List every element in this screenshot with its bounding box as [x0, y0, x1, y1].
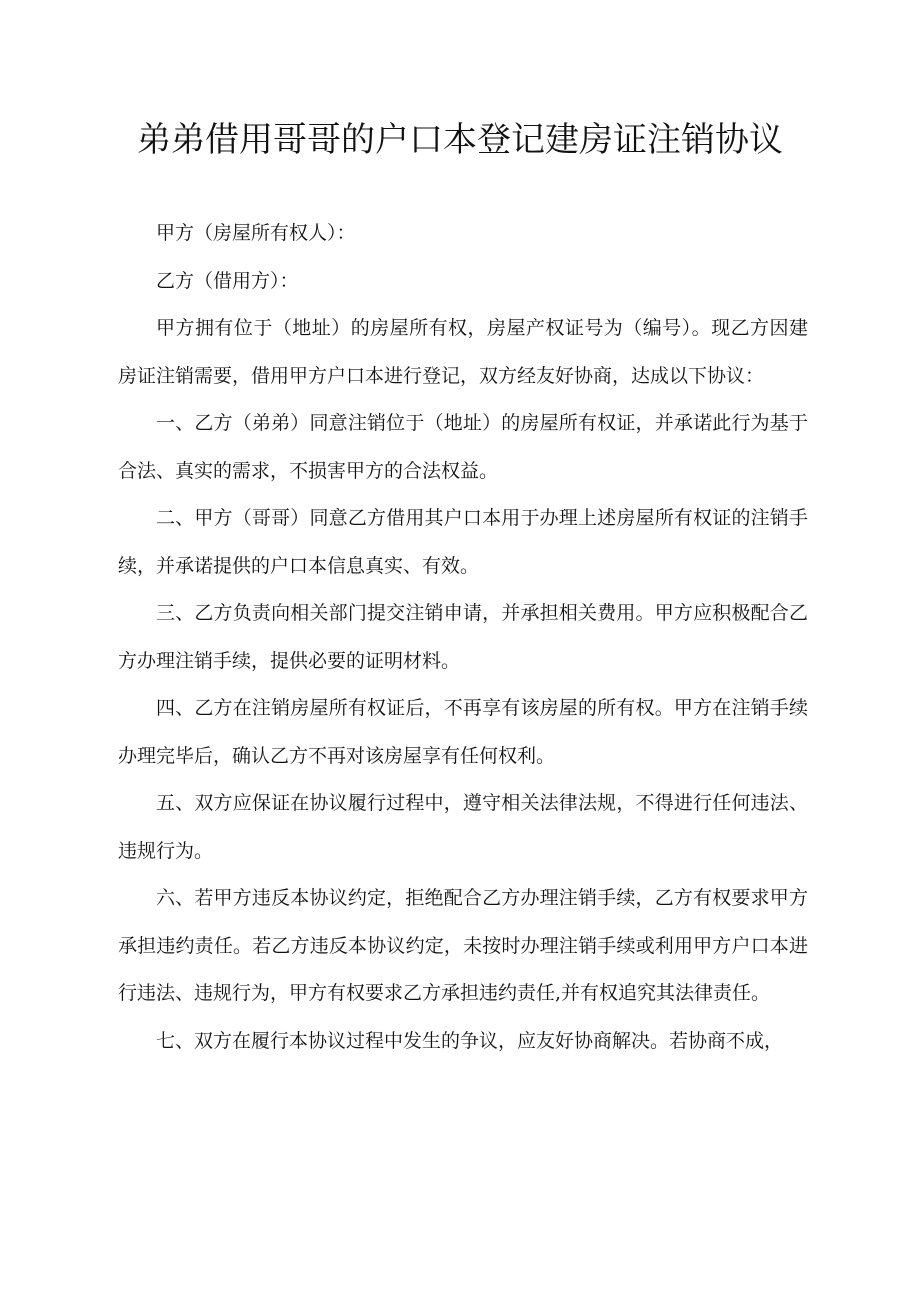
clause-2: 二、甲方（哥哥）同意乙方借用其户口本用于办理上述房屋所有权证的注销手续，并承诺提供的户口本信息真实、有效。: [118, 507, 808, 577]
clause-4: 四、乙方在注销房屋所有权证后，不再享有该房屋的所有权。甲方在注销手续办理完毕后，确认乙方不再对该房屋享有任何权利。: [118, 697, 808, 767]
preamble-paragraph: 甲方拥有位于（地址）的房屋所有权，房屋产权证号为（编号）。现乙方因建房证注销需要，借用甲方户口本进行登记，双方经友好协商，达成以下协议：: [118, 317, 808, 387]
clause-5: 五、双方应保证在协议履行过程中，遵守相关法律法规，不得进行任何违法、违规行为。: [118, 792, 808, 862]
party-b-line: 乙方（借用方）：: [156, 269, 299, 292]
document-body: [118, 210, 808, 1065]
party-a-line: 甲方（房屋所有权人）：: [156, 222, 356, 244]
clause-1: 一、乙方（弟弟）同意注销位于（地址）的房屋所有权证，并承诺此行为基于合法、真实的需求，不损害甲方的合法权益。: [118, 412, 808, 482]
document-title: 弟弟借用哥哥的户口本登记建房证注销协议: [137, 120, 783, 160]
clause-3: 三、乙方负责向相关部门提交注销申请，并承担相关费用。甲方应积极配合乙方办理注销手续，提供必要的证明材料。: [118, 602, 808, 672]
clause-6: 六、若甲方违反本协议约定，拒绝配合乙方办理注销手续，乙方有权要求甲方承担违约责任。若乙方违反本协议约定，未按时办理注销手续或利用甲方户口本进行违法、违规行为，甲方有权要求乙方承担违约责任,并有权追究其法律责任。: [118, 887, 808, 1004]
clause-7: 七、双方在履行本协议过程中发生的争议，应友好协商解决。若协商不成，: [156, 1029, 784, 1052]
